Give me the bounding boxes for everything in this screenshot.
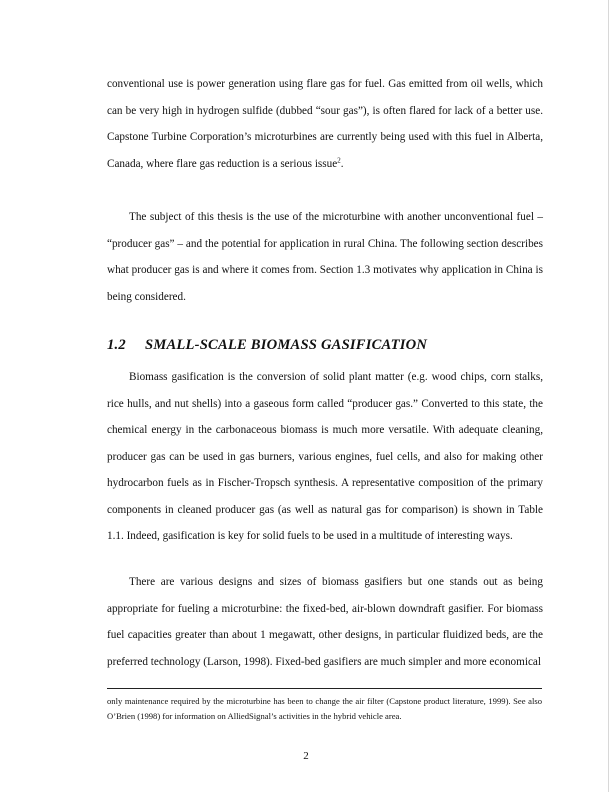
section-number: 1.2 bbox=[107, 337, 126, 353]
footnote-text: only maintenance required by the microturbine has been to change the air filter (Capstone product literature, 1999). See also O’Brien (1998) for information on AlliedSignal’s activities in the hybrid vehicle area. bbox=[107, 696, 542, 721]
paragraph-designs: There are various designs and sizes of biomass gasifiers but one stands out as being appropriate for fueling a microturbine: the fixed-bed, air-blown downdraft gasifier. For biomass fuel capacities greater than about 1 megawatt, other designs, in particular fluidized beds, are the preferred technology (Larson, 1998). Fixed-bed gasifiers are much simpler and more economical bbox=[107, 576, 543, 668]
paragraph-intro bbox=[107, 71, 543, 177]
section-title: SMALL-SCALE BIOMASS GASIFICATION bbox=[145, 337, 428, 353]
page-edge-line bbox=[608, 0, 609, 792]
section-heading bbox=[107, 337, 427, 354]
paragraph-subject: The subject of this thesis is the use of the microturbine with another unconventional fuel – “producer gas” – and the potential for application in rural China. The following section describes what producer gas is and where it comes from. Section 1.3 motivates why application in China is being considered. bbox=[107, 211, 543, 303]
footnote-reference: 2 bbox=[337, 155, 341, 164]
paragraph-intro-text: conventional use is power generation using flare gas for fuel. Gas emitted from oil wells, which can be very high in hydrogen sulfide (dubbed “sour gas”), is often flared for lack of a better use. Capstone Turbine Corporation’s microturbines are currently being used with this fuel in Alberta, Canada, where flare gas reduction is a serious issue bbox=[107, 78, 543, 170]
footnote-rule bbox=[107, 688, 542, 689]
paragraph-biomass: Biomass gasification is the conversion of solid plant matter (e.g. wood chips, corn stalks, rice hulls, and nut shells) into a gaseous form called “producer gas.” Converted to this state, the chemical energy in the carbonaceous biomass is much more versatile. With adequate cleaning, producer gas can be used in gas burners, various engines, fuel cells, and also for making other hydrocarbon fuels as in Fischer-Tropsch synthesis. A representative composition of the primary components in cleaned producer gas (as well as natural gas for comparison) is shown in Table 1.1. Indeed, gasification is key for solid fuels to be used in a multitude of interesting ways. bbox=[107, 371, 543, 542]
page-number: 2 bbox=[303, 750, 309, 762]
paragraph-intro-end: . bbox=[340, 157, 344, 170]
